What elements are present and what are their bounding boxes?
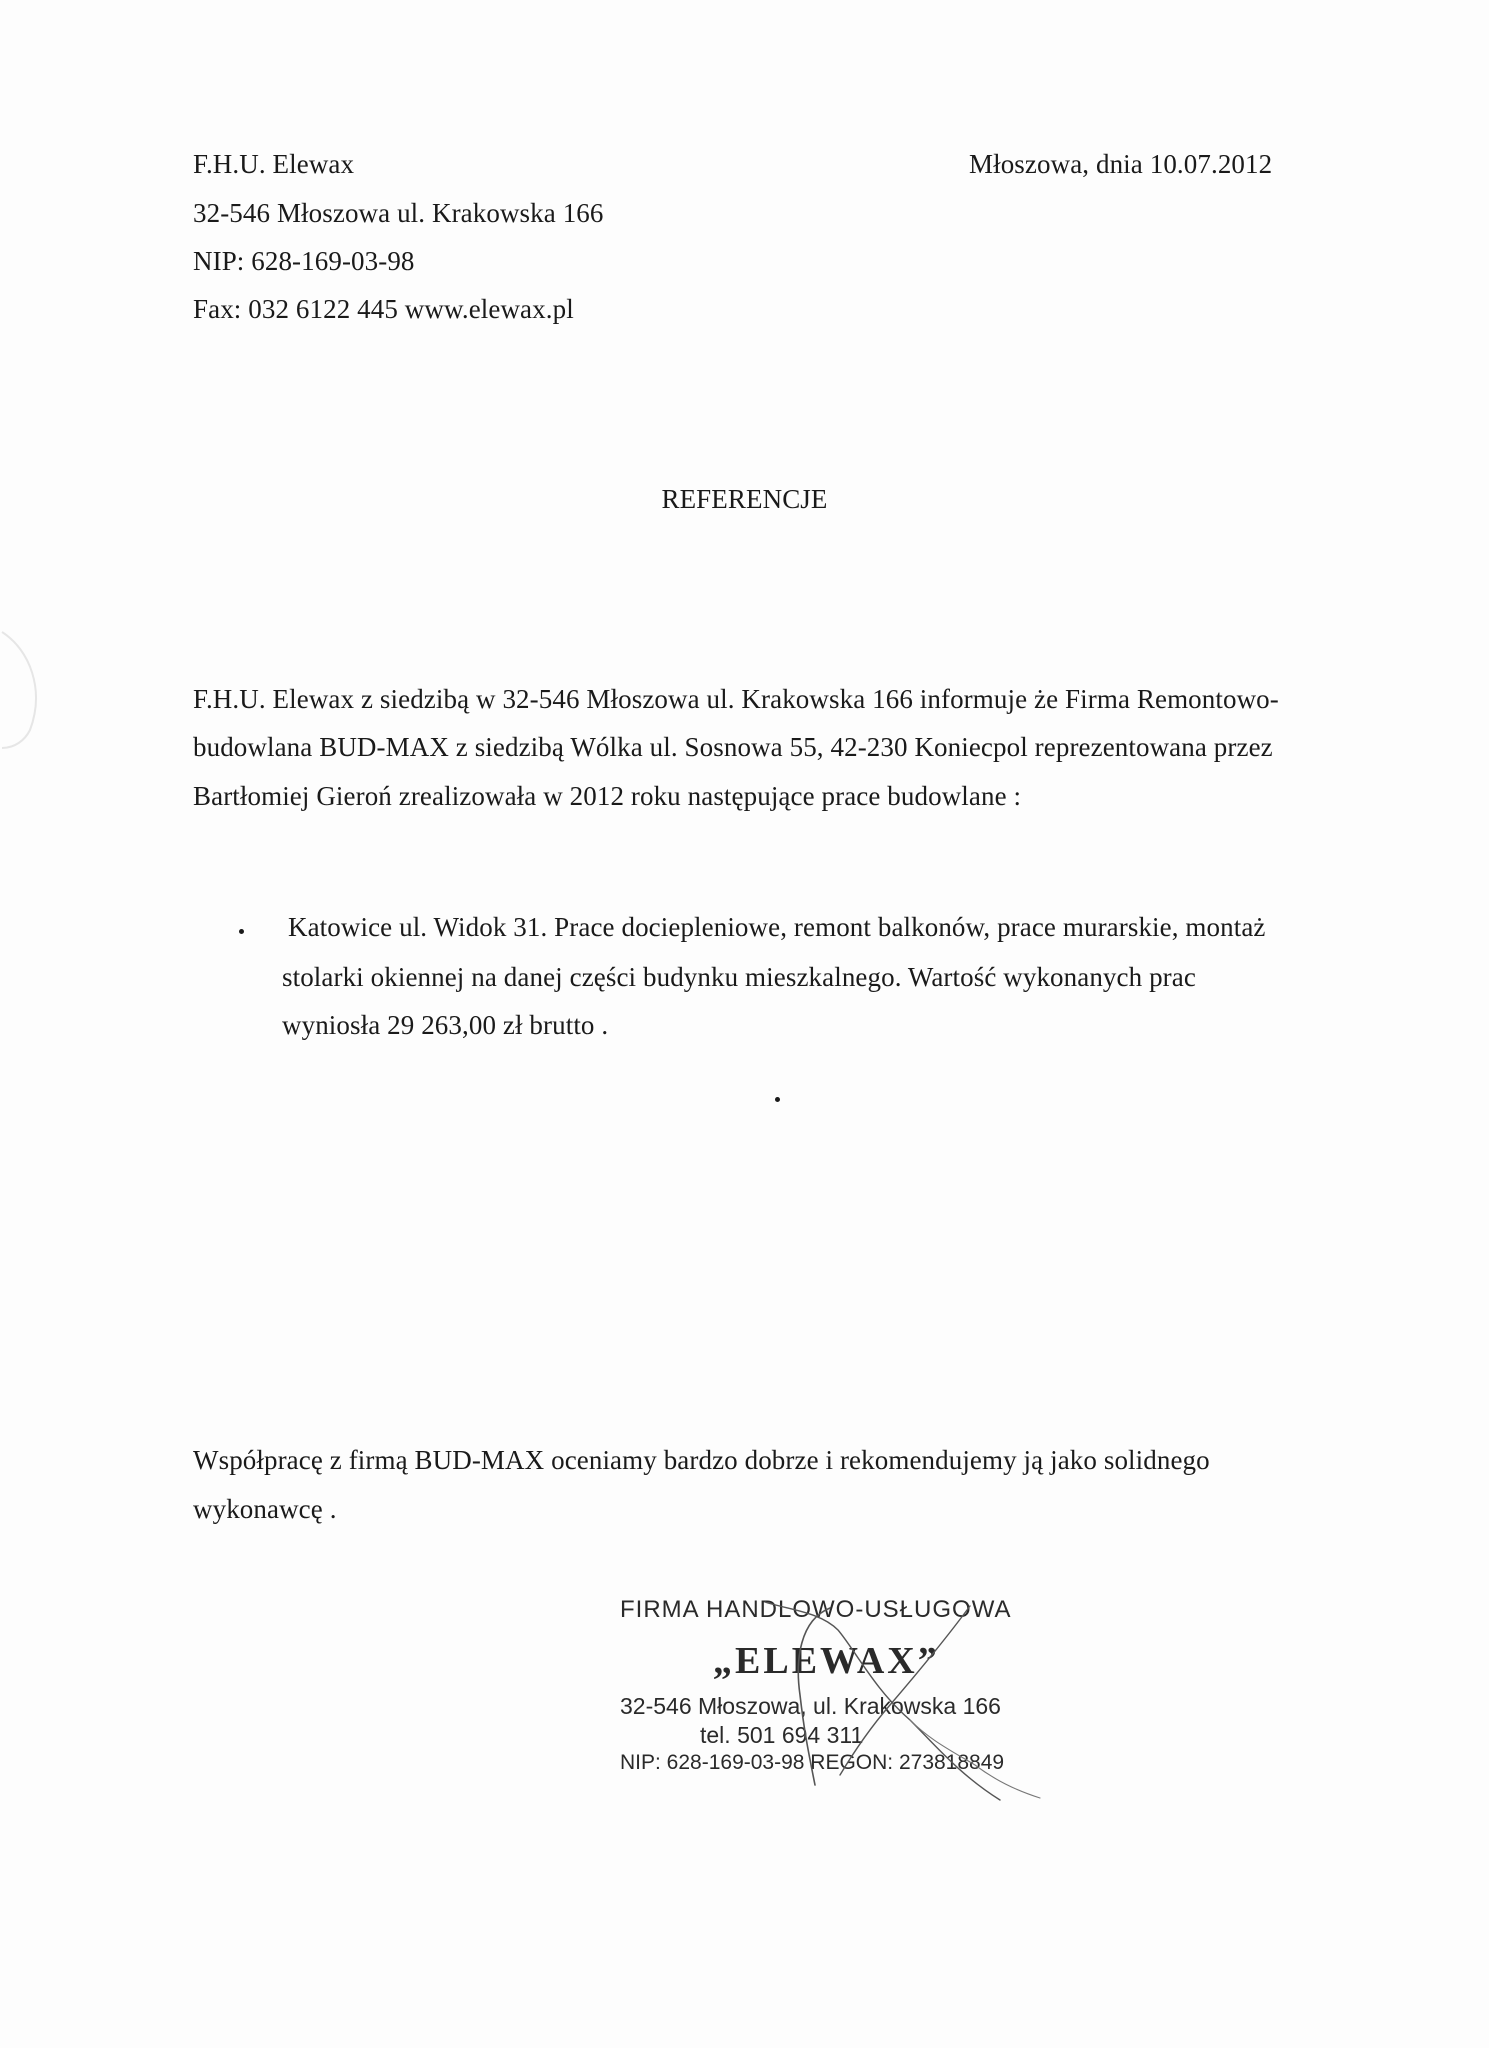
closing-line: wykonawcę . [193,1494,337,1524]
sender-name: F.H.U. Elewax [193,149,355,179]
bullet-icon [239,929,244,934]
works-line: wyniosła 29 263,00 zł brutto . [282,1010,609,1040]
intro-line: Bartłomiej Gieroń zrealizowała w 2012 roku następujące prace budowlane : [193,781,1022,811]
sender-address: 32-546 Młoszowa ul. Krakowska 166 [193,198,604,228]
intro-line: F.H.U. Elewax z siedzibą w 32-546 Młoszowa ul. Krakowska 166 informuje że Firma Remontowo- [193,684,1279,714]
stamp-company-name: „ELEWAX” [713,1640,940,1682]
sender-fax: Fax: 032 6122 445 www.elewax.pl [193,294,574,324]
stray-dot [775,1097,780,1102]
company-stamp [620,1598,1040,1778]
sender-nip: NIP: 628-169-03-98 [193,246,415,276]
stamp-nip-regon: NIP: 628-169-03-98 REGON: 273818849 [620,1751,1005,1774]
works-line: Katowice ul. Widok 31. Prace dociepleniowe, remont balkonów, prace murarskie, montaż [288,912,1266,942]
works-line: stolarki okiennej na danej części budynku mieszkalnego. Wartość wykonanych prac [282,962,1196,992]
document-title: REFERENCJE [661,484,828,514]
intro-line: budowlana BUD-MAX z siedzibą Wólka ul. Sosnowa 55, 42-230 Koniecpol reprezentowana przez [193,732,1273,762]
scan-edge-mark [0,630,50,750]
closing-line: Współpracę z firmą BUD-MAX oceniamy bardzo dobrze i rekomendujemy ją jako solidnego [193,1445,1210,1475]
stamp-phone: tel. 501 694 311 [700,1722,864,1748]
place-date: Młoszowa, dnia 10.07.2012 [969,149,1273,179]
stamp-address: 32-546 Młoszowa, ul. Krakowska 166 [620,1693,1001,1719]
stamp-company-type: FIRMA HANDLOWO-USŁUGOWA [620,1596,1012,1623]
